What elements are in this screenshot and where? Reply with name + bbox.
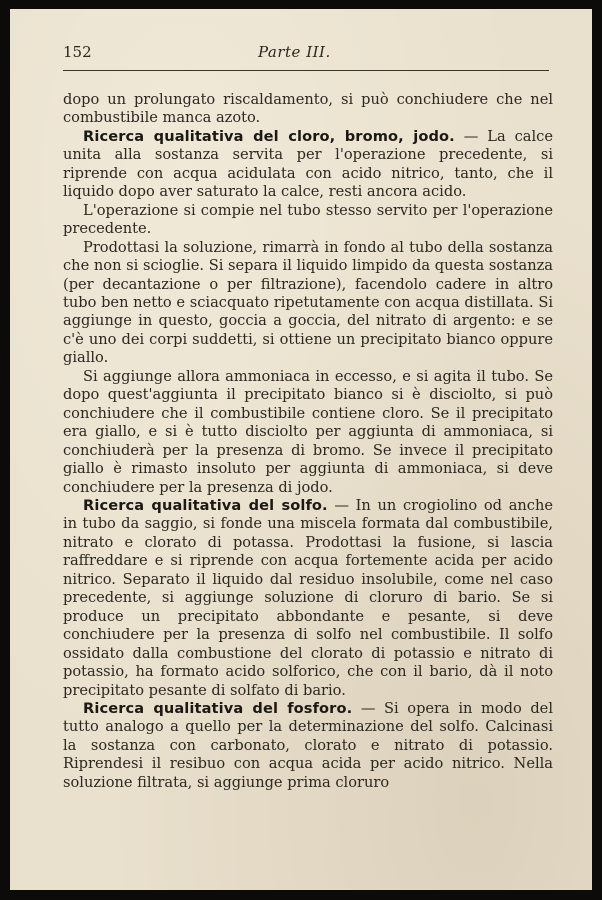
paragraph	[63, 368, 553, 497]
page-number: 152	[63, 43, 92, 61]
paragraph-text: — La calce unita alla sostanza servita per l'operazione precedente, si riprende con acqua acidulata con acido nitrico, tanto, che il liquido dopo aver saturato la calce, resti ancora acido.	[63, 127, 553, 201]
section-heading-phosphorus: Ricerca qualitativa del fosforo.	[83, 699, 353, 717]
paragraph-text: Prodottasi la soluzione, rimarrà in fondo al tubo della sostanza che non si scioglie. Si separa il liquido limpido da questa sostanza (per decantazione o per filtrazione), facendolo cadere in altro tubo ben netto e sciacquato ripetutamente con acqua distillata. Si aggiunge in questo, goccia a goccia, del nitrato di argento: e se c'è uno dei corpi suddetti, si ottiene un precipitato bianco oppure giallo.	[63, 238, 553, 367]
paragraph	[63, 497, 553, 700]
paragraph-text: — In un crogiolino od anche in tubo da saggio, si fonde una miscela formata dal combustibile, nitrato e clorato di potassa. Prodottasi la fusione, si lascia raffreddare e si riprende con acqua fortemente acida per acido nitrico. Separato il liquido dal residuo insolubile, come nel caso precedente, si aggiunge soluzione di cloruro di bario. Se si produce un precipitato abbondante e pesante, si deve conchiudere per la presenza di solfo nel combustibile. Il solfo ossidato dalla combustione del clorato di potassio e nitrato di potassio, ha formato acido solforico, che con il bario, dà il noto precipitato pesante di solfato di bario.	[63, 496, 554, 699]
paragraph	[63, 239, 553, 368]
section-heading-sulfur: Ricerca qualitativa del solfo.	[83, 496, 328, 514]
book-page	[10, 9, 592, 890]
header-rule	[63, 70, 549, 71]
paragraph	[63, 700, 553, 792]
body-text	[63, 91, 553, 792]
section-heading-chlorine-bromine-iodine: Ricerca qualitativa del cloro, bromo, jodo.	[83, 127, 455, 145]
paragraph-text: — Si opera in modo del tutto analogo a quello per la determinazione del solfo. Calcinasi la sostanza con carbonato, clorato e nitrato di potassio. Riprendesi il resibuo con acqua acida per acido nitrico. Nella soluzione filtrata, si aggiunge prima cloruro	[63, 699, 553, 791]
paragraph-text: dopo un prolungato riscaldamento, si può conchiudere che nel combustibile manca azoto.	[63, 91, 553, 127]
paragraph	[63, 128, 553, 202]
page-header	[63, 43, 549, 65]
paragraph	[63, 202, 553, 239]
paragraph	[63, 91, 553, 128]
running-title: Parte III.	[258, 43, 331, 61]
paragraph-text: Si aggiunge allora ammoniaca in eccesso, e si agita il tubo. Se dopo quest'aggiunta il precipitato bianco si è disciolto, si può conchiudere che il combustibile contiene cloro. Se il precipitato era giallo, e si è tutto disciolto per aggiunta di ammoniaca, si conchiuderà per la presenza di bromo. Se invece il precipitato giallo è rimasto insoluto per aggiunta di ammoniaca, si deve conchiudere per la presenza di jodo.	[63, 367, 553, 496]
paragraph-text: L'operazione si compie nel tubo stesso servito per l'operazione precedente.	[63, 201, 553, 238]
